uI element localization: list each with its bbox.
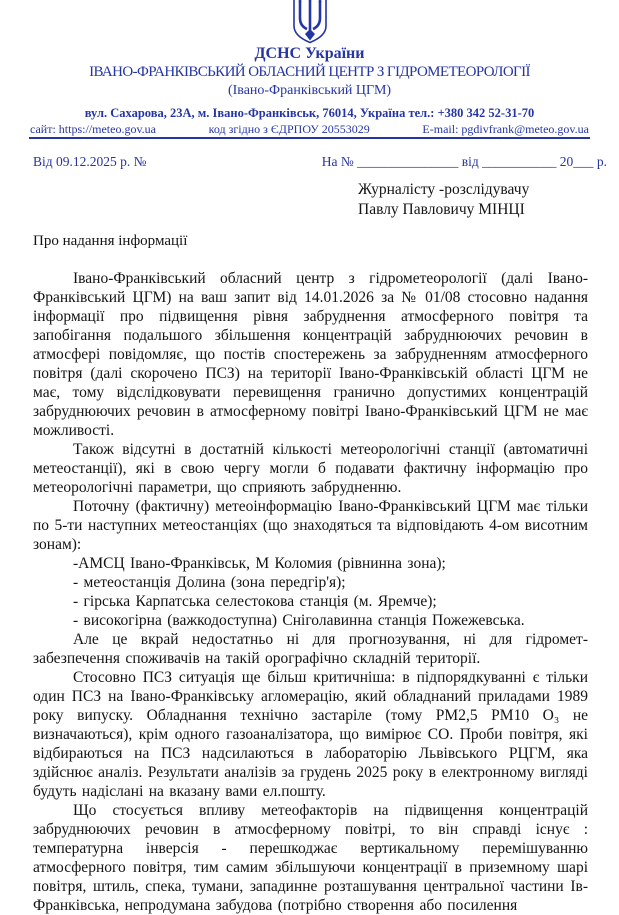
letterhead-divider: [29, 137, 590, 139]
org-name: ІВАНО-ФРАНКІВСЬКИЙ ОБЛАСНИЙ ЦЕНТР З ГІДРОМЕТЕОРОЛОГІЇ: [89, 64, 530, 80]
paragraph-stations-gap: Також відсутні в достатній кількості метеорологічні станції (автоматичні метеостанції), які в свою чергу могли б подавати фактичну інформацію про метеорологічні параметри, що сприяють забрудненню.: [33, 441, 588, 496]
reference-row: [33, 154, 607, 170]
station-list-item: - високогірна (важкодоступна) Сніголавинна станція Пожежевська.: [73, 612, 525, 629]
paragraph-psz-condition: Стосовно ПСЗ ситуація ще більш критичніша: в підпорядкуванні є тільки один ПСЗ на Івано-Франківську агломерацію, який обладнаний приладами 1989 року випуску. Обладнання технічно застаріле (тому РМ2,5 РМ10 О₃ не визначаються), крім одного газоаналізатора, що вимірює СО. Проби повітря, які відбираються на ПСЗ надсилаються в лабораторію Львівського РЦГМ, яка здійснює аналіз. Результати аналізів за грудень 2025 року в електронному вигляді будуть надіслані на вказану вами ел.пошту.: [33, 669, 588, 800]
ukraine-trident-emblem: [290, 0, 330, 44]
recipient-block: [358, 180, 619, 220]
agency-name: ДСНС України: [254, 45, 365, 62]
recipient-name: Павлу Павловичу МІНЦІ: [358, 201, 525, 218]
email-text: E-mail: pgdivfrank@meteo.gov.ua: [422, 122, 589, 136]
outgoing-ref: Від 09.12.2025 р. №: [33, 154, 147, 169]
letter-body: [33, 269, 588, 915]
incoming-ref: На № _______________ від ___________ 20___ р.: [321, 154, 607, 169]
station-list-item: - гірська Карпатська селестокова станція (м. Яремче);: [73, 593, 437, 610]
station-list-item: -АМСЦ Івано-Франківськ, М Коломия (рівнинна зона);: [73, 555, 446, 572]
subject-line: Про надання інформації: [33, 233, 188, 249]
recipient-title: Журналісту -розслідувачу: [358, 181, 530, 198]
org-short-name: (Івано-Франківський ЦГМ): [227, 83, 392, 98]
contact-row: [30, 122, 589, 136]
paragraph-insufficiency: Але це вкрай недостатньо ні для прогнозування, ні для гідромет-забезпечення споживачів на такій орографічно складній території.: [33, 631, 588, 667]
edrpou-text: код згідно з ЄДРПОУ 20553029: [208, 122, 370, 136]
paragraph-intro: Івано-Франківський обласний центр з гідрометеорології (далі Івано-Франківський ЦГМ) на ваш запит від 14.01.2026 за № 01/08 стосовно надання інформації про підвищення рівня забруднення атмосферного повітря та запобігання подальшого збільшення концентрацій забруднюючих речовин в атмосфері повідомляє, що постів спостережень за забрудненням атмосферного повітря (далі скорочено ПСЗ) на території Івано-Франківській області ЦГМ не має, тому відслідковувати перевищення гранично допустимих концентрацій забруднюючих речовин в атмосферному повітрі Івано-Франківський ЦГМ не має можливості.: [33, 270, 588, 439]
station-list-item: - метеостанція Долина (зона передгір'я);: [73, 574, 346, 591]
address-line: вул. Сахарова, 23А, м. Івано-Франківськ, 76014, Україна тел.: +380 342 52-31-70: [84, 106, 535, 120]
letterhead: [0, 0, 619, 139]
website-text: сайт: https://meteo.gov.ua: [30, 122, 157, 136]
paragraph-meteo-factors: Що стосується впливу метеофакторів на підвищення концентрацій забруднюючих речовин в атмосферному повітрі, то він справді існує : температурна інверсія - перешкоджає вертикальному перемішуванню атмосферного повітря, тим самим збільшуючи концентрації в приземному шарі повітря, штиль, спека, тумани, западинне розташування центральної частини Ів-Франківська, непродумана забудова (потрібно створення або посилення: [33, 802, 588, 914]
paragraph-stations-intro: Поточну (фактичну) метеоінформацію Івано-Франківський ЦГМ має тільки по 5-ти наступних метеостанціях (що знаходяться та відповідають 4-ом висотним зонам):: [33, 498, 588, 553]
